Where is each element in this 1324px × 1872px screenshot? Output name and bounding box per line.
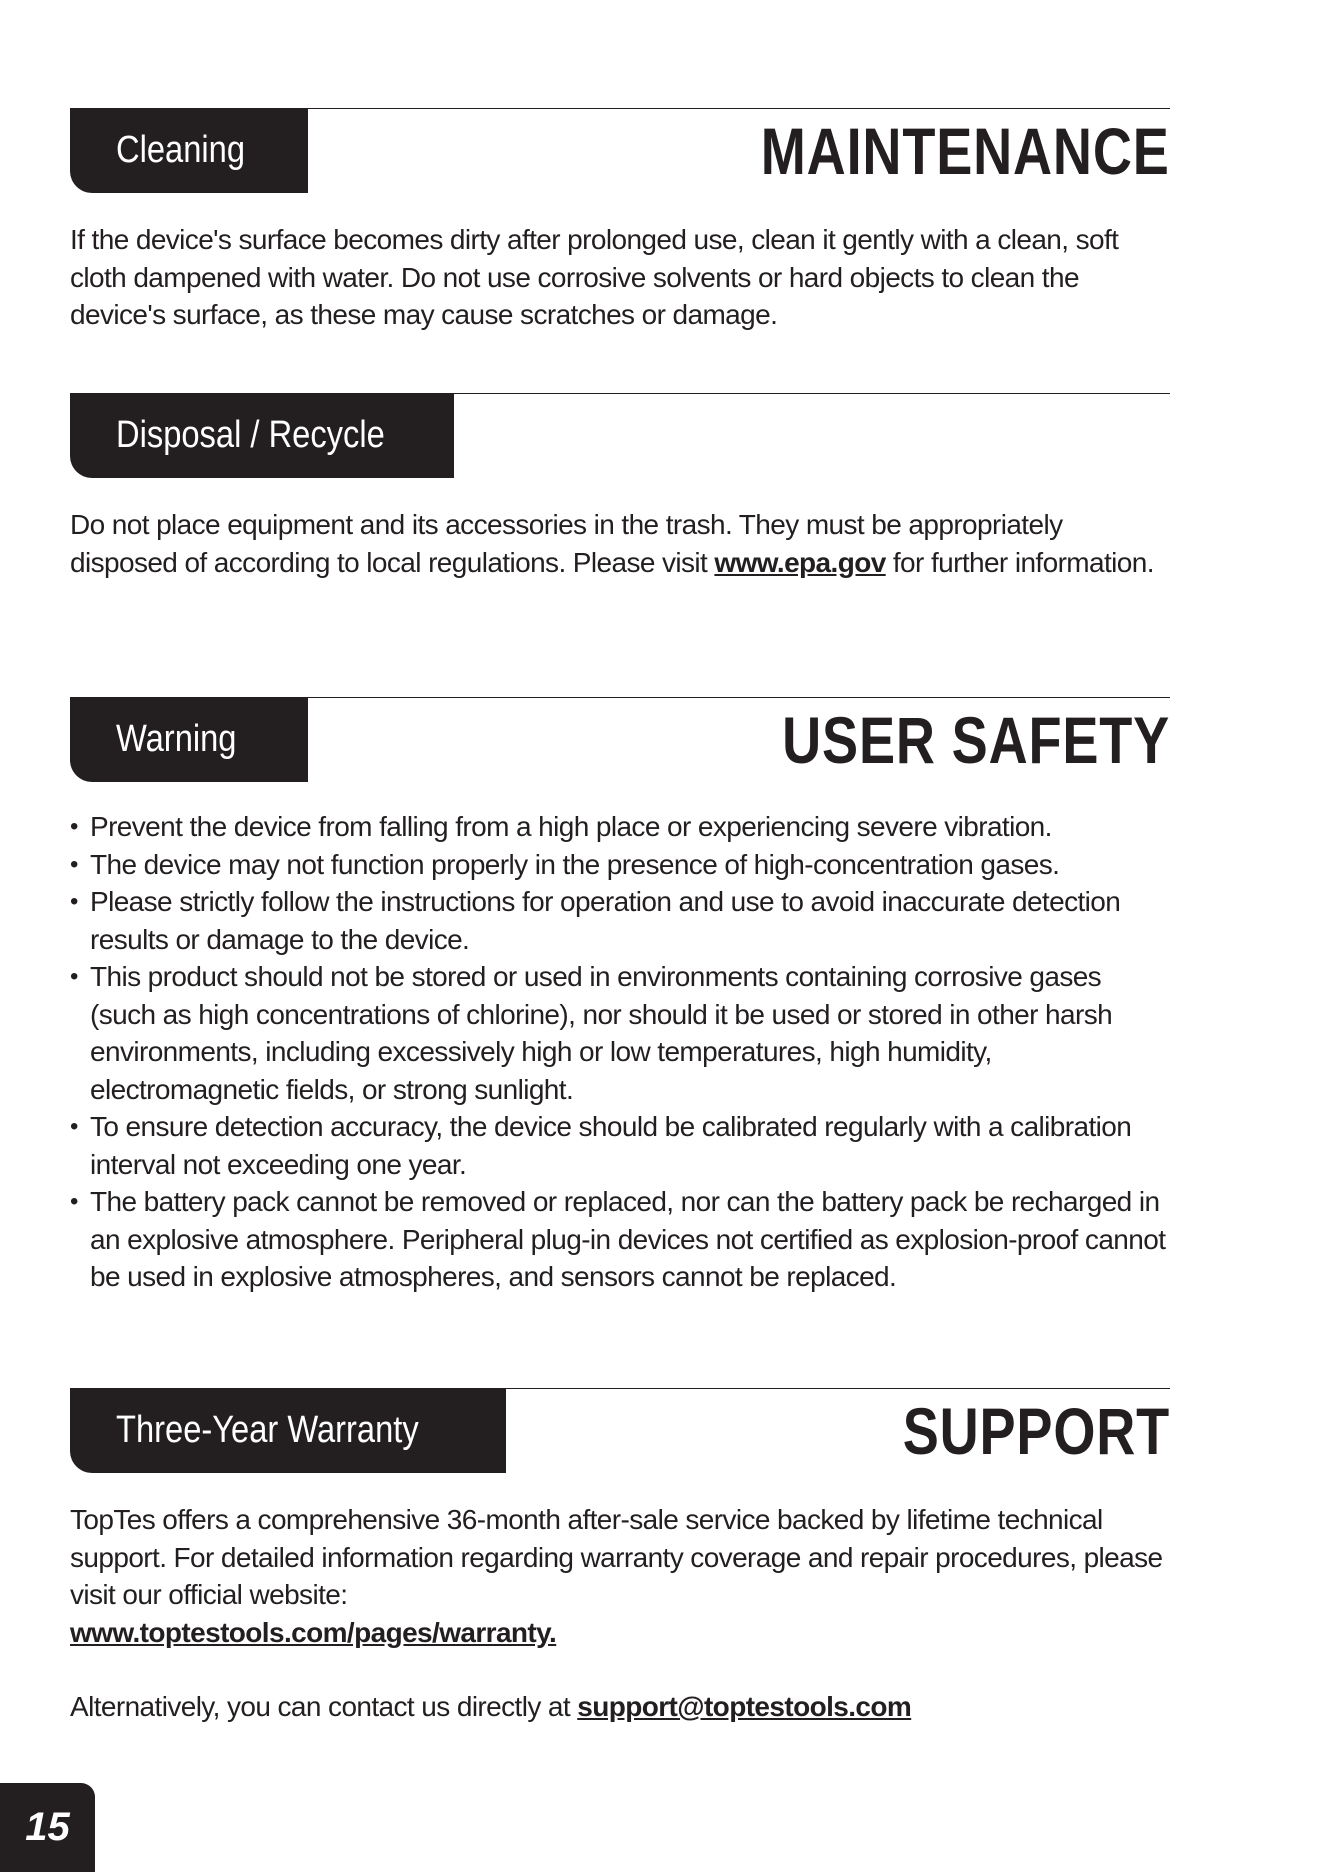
warranty-tab bbox=[70, 1388, 506, 1473]
contact-paragraph bbox=[70, 1688, 1170, 1726]
list-item: • To ensure detection accuracy, the device should be calibrated regularly with a calibration interval not exceeding one year. bbox=[70, 1108, 1170, 1183]
disposal-section bbox=[70, 393, 1170, 593]
support-email-link[interactable]: support@toptestools.com bbox=[577, 1691, 912, 1722]
user-safety-section bbox=[70, 697, 1170, 1297]
list-item: • This product should not be stored or used in environments containing corrosive gases (such as high concentrations of chlorine), nor should it be used or stored in other harsh environments, including excessively high or low temperatures, high humidity, electromagnetic fields, or strong sunlight. bbox=[70, 958, 1170, 1108]
warranty-link[interactable]: www.toptestools.com/pages/warranty. bbox=[70, 1616, 557, 1648]
list-item: • Prevent the device from falling from a high place or experiencing severe vibration. bbox=[70, 808, 1170, 846]
support-text bbox=[70, 1501, 1170, 1726]
support-heading: SUPPORT bbox=[902, 1394, 1170, 1468]
warning-tab bbox=[70, 697, 308, 782]
disposal-paragraph bbox=[70, 506, 1170, 581]
cleaning-text bbox=[70, 221, 1170, 334]
cleaning-tab bbox=[70, 108, 308, 193]
support-section bbox=[70, 1388, 1170, 1748]
warranty-paragraph: TopTes offers a comprehensive 36-month after-sale service backed by lifetime technical support. For detailed information regarding warranty coverage and repair procedures, please visit our official website: bbox=[70, 1504, 1163, 1610]
cleaning-paragraph: If the device's surface becomes dirty after prolonged use, clean it gently with a clean, soft cloth dampened with water. Do not use corrosive solvents or hard objects to clean the device's surface, as these may cause scratches or damage. bbox=[70, 224, 1119, 330]
maintenance-section bbox=[70, 108, 1170, 358]
maintenance-heading: MAINTENANCE bbox=[761, 114, 1170, 188]
warning-list bbox=[70, 808, 1170, 1296]
warranty-tab-label: Three-Year Warranty bbox=[116, 1409, 419, 1451]
disposal-text-after: for further information. bbox=[885, 546, 1154, 578]
list-item: • The battery pack cannot be removed or replaced, nor can the battery pack be recharged in an explosive atmosphere. Peripheral plug-in devices not certified as explosion-proof cannot be used in explosive atmospheres, and sensors cannot be replaced. bbox=[70, 1183, 1170, 1296]
page-number: 15 bbox=[0, 1783, 95, 1872]
user-safety-heading: USER SAFETY bbox=[782, 703, 1170, 777]
disposal-tab bbox=[70, 393, 454, 478]
contact-text: Alternatively, you can contact us directly at bbox=[70, 1691, 578, 1722]
cleaning-tab-label: Cleaning bbox=[116, 129, 245, 171]
warning-list-wrap bbox=[70, 808, 1170, 1296]
epa-link[interactable]: www.epa.gov bbox=[714, 546, 886, 578]
list-item: • The device may not function properly in the presence of high-concentration gases. bbox=[70, 846, 1170, 884]
disposal-text bbox=[70, 506, 1170, 581]
list-item: • Please strictly follow the instructions for operation and use to avoid inaccurate detection results or damage to the device. bbox=[70, 883, 1170, 958]
disposal-tab-label: Disposal / Recycle bbox=[116, 414, 385, 456]
disposal-text-before: Do not place equipment and its accessories in the trash. They must be appropriately disposed of according to local regulations. Please visit bbox=[70, 509, 1063, 578]
warning-tab-label: Warning bbox=[116, 718, 237, 760]
